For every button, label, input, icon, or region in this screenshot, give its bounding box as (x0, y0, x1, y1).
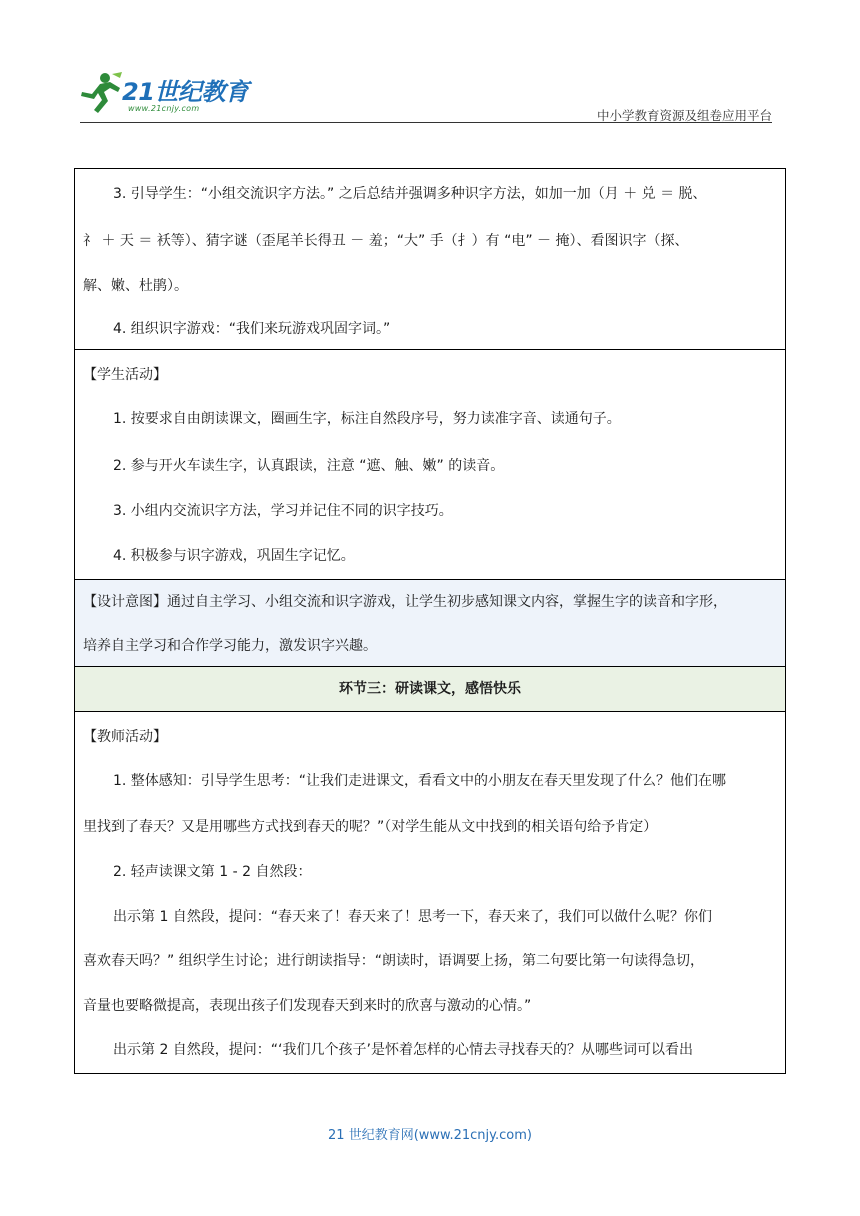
paragraph-line: 喜欢春天吗？” 组织学生讨论；进行朗读指导：“朗读时，语调要上扬，第二句要比第一句读得急切， (83, 953, 704, 969)
page-header (0, 0, 860, 130)
paragraph-line: 1. 整体感知：引导学生思考：“让我们走进课文，看看文中的小朋友在春天里发现了什么？他们在哪 (113, 773, 727, 789)
site-logo[interactable] (78, 70, 258, 120)
lesson-plan-table (74, 168, 786, 1074)
paragraph-line: 礻 ＋ 天 ＝ 袄等）、猜字谜（歪尾羊长得丑 － 羞；“大” 手（扌）有 “电” － 掩）、看图识字（探、 (83, 233, 689, 249)
paragraph-line: 3. 小组内交流识字方法，学习并记住不同的识字技巧。 (113, 503, 453, 519)
paragraph-line: 2. 参与开火车读生字，认真跟读，注意 “遮、触、嫩” 的读音。 (113, 458, 505, 474)
paragraph-line: 出示第 2 自然段，提问：“‘我们几个孩子’是怀着怎样的心情去寻找春天的？从哪些词可以看出 (113, 1042, 693, 1058)
paragraph-line: 音量也要略微提高，表现出孩子们发现春天到来时的欣喜与激动的心情。” (83, 998, 532, 1014)
paragraph-line: 里找到了春天？又是用哪些方式找到春天的呢？”（对学生能从文中找到的相关语句给予肯定） (83, 819, 658, 835)
student-activity-row (75, 350, 785, 580)
paragraph-line: 培养自主学习和合作学习能力，激发识字兴趣。 (83, 638, 377, 654)
header-divider (80, 122, 772, 123)
student-activity-heading: 【学生活动】 (83, 367, 167, 383)
section-title: 环节三：研读课文，感悟快乐 (339, 681, 521, 697)
paragraph-line: 【设计意图】通过自主学习、小组交流和识字游戏，让学生初步感知课文内容，掌握生字的读音和字形， (83, 594, 727, 610)
runner-logo-icon (78, 70, 124, 116)
paragraph-line: 4. 积极参与识字游戏，巩固生字记忆。 (113, 548, 355, 564)
header-tagline: 中小学教育资源及组卷应用平台 (596, 108, 772, 123)
paragraph-line: 3. 引导学生：“小组交流识字方法。” 之后总结并强调多种识字方法，如加一加（月 ＋ 兑 ＝ 脱、 (113, 186, 707, 202)
paragraph-line: 1. 按要求自由朗读课文，圈画生字，标注自然段序号，努力读准字音、读通句子。 (113, 411, 621, 427)
paragraph-line: 2. 轻声读课文第 1 - 2 自然段： (113, 864, 312, 880)
logo-wordmark: 21世纪教育 (122, 78, 249, 106)
paragraph-line: 出示第 1 自然段，提问：“春天来了！春天来了！思考一下，春天来了，我们可以做什么呢？你们 (113, 909, 713, 925)
paragraph-line: 4. 组织识字游戏：“我们来玩游戏巩固字词。” (113, 321, 391, 337)
design-intent-row (75, 580, 785, 667)
logo-url: www.21cnjy.com (128, 104, 200, 113)
page-footer-link[interactable]: 21 世纪教育网(www.21cnjy.com) (328, 1128, 532, 1143)
section-header-row (75, 667, 785, 712)
teacher-activity-heading: 【教师活动】 (83, 729, 167, 745)
teacher-activity-row (75, 712, 785, 1073)
teacher-activity-continued-row (75, 169, 785, 350)
paragraph-line: 解、嫩、杜鹃）。 (83, 278, 188, 294)
